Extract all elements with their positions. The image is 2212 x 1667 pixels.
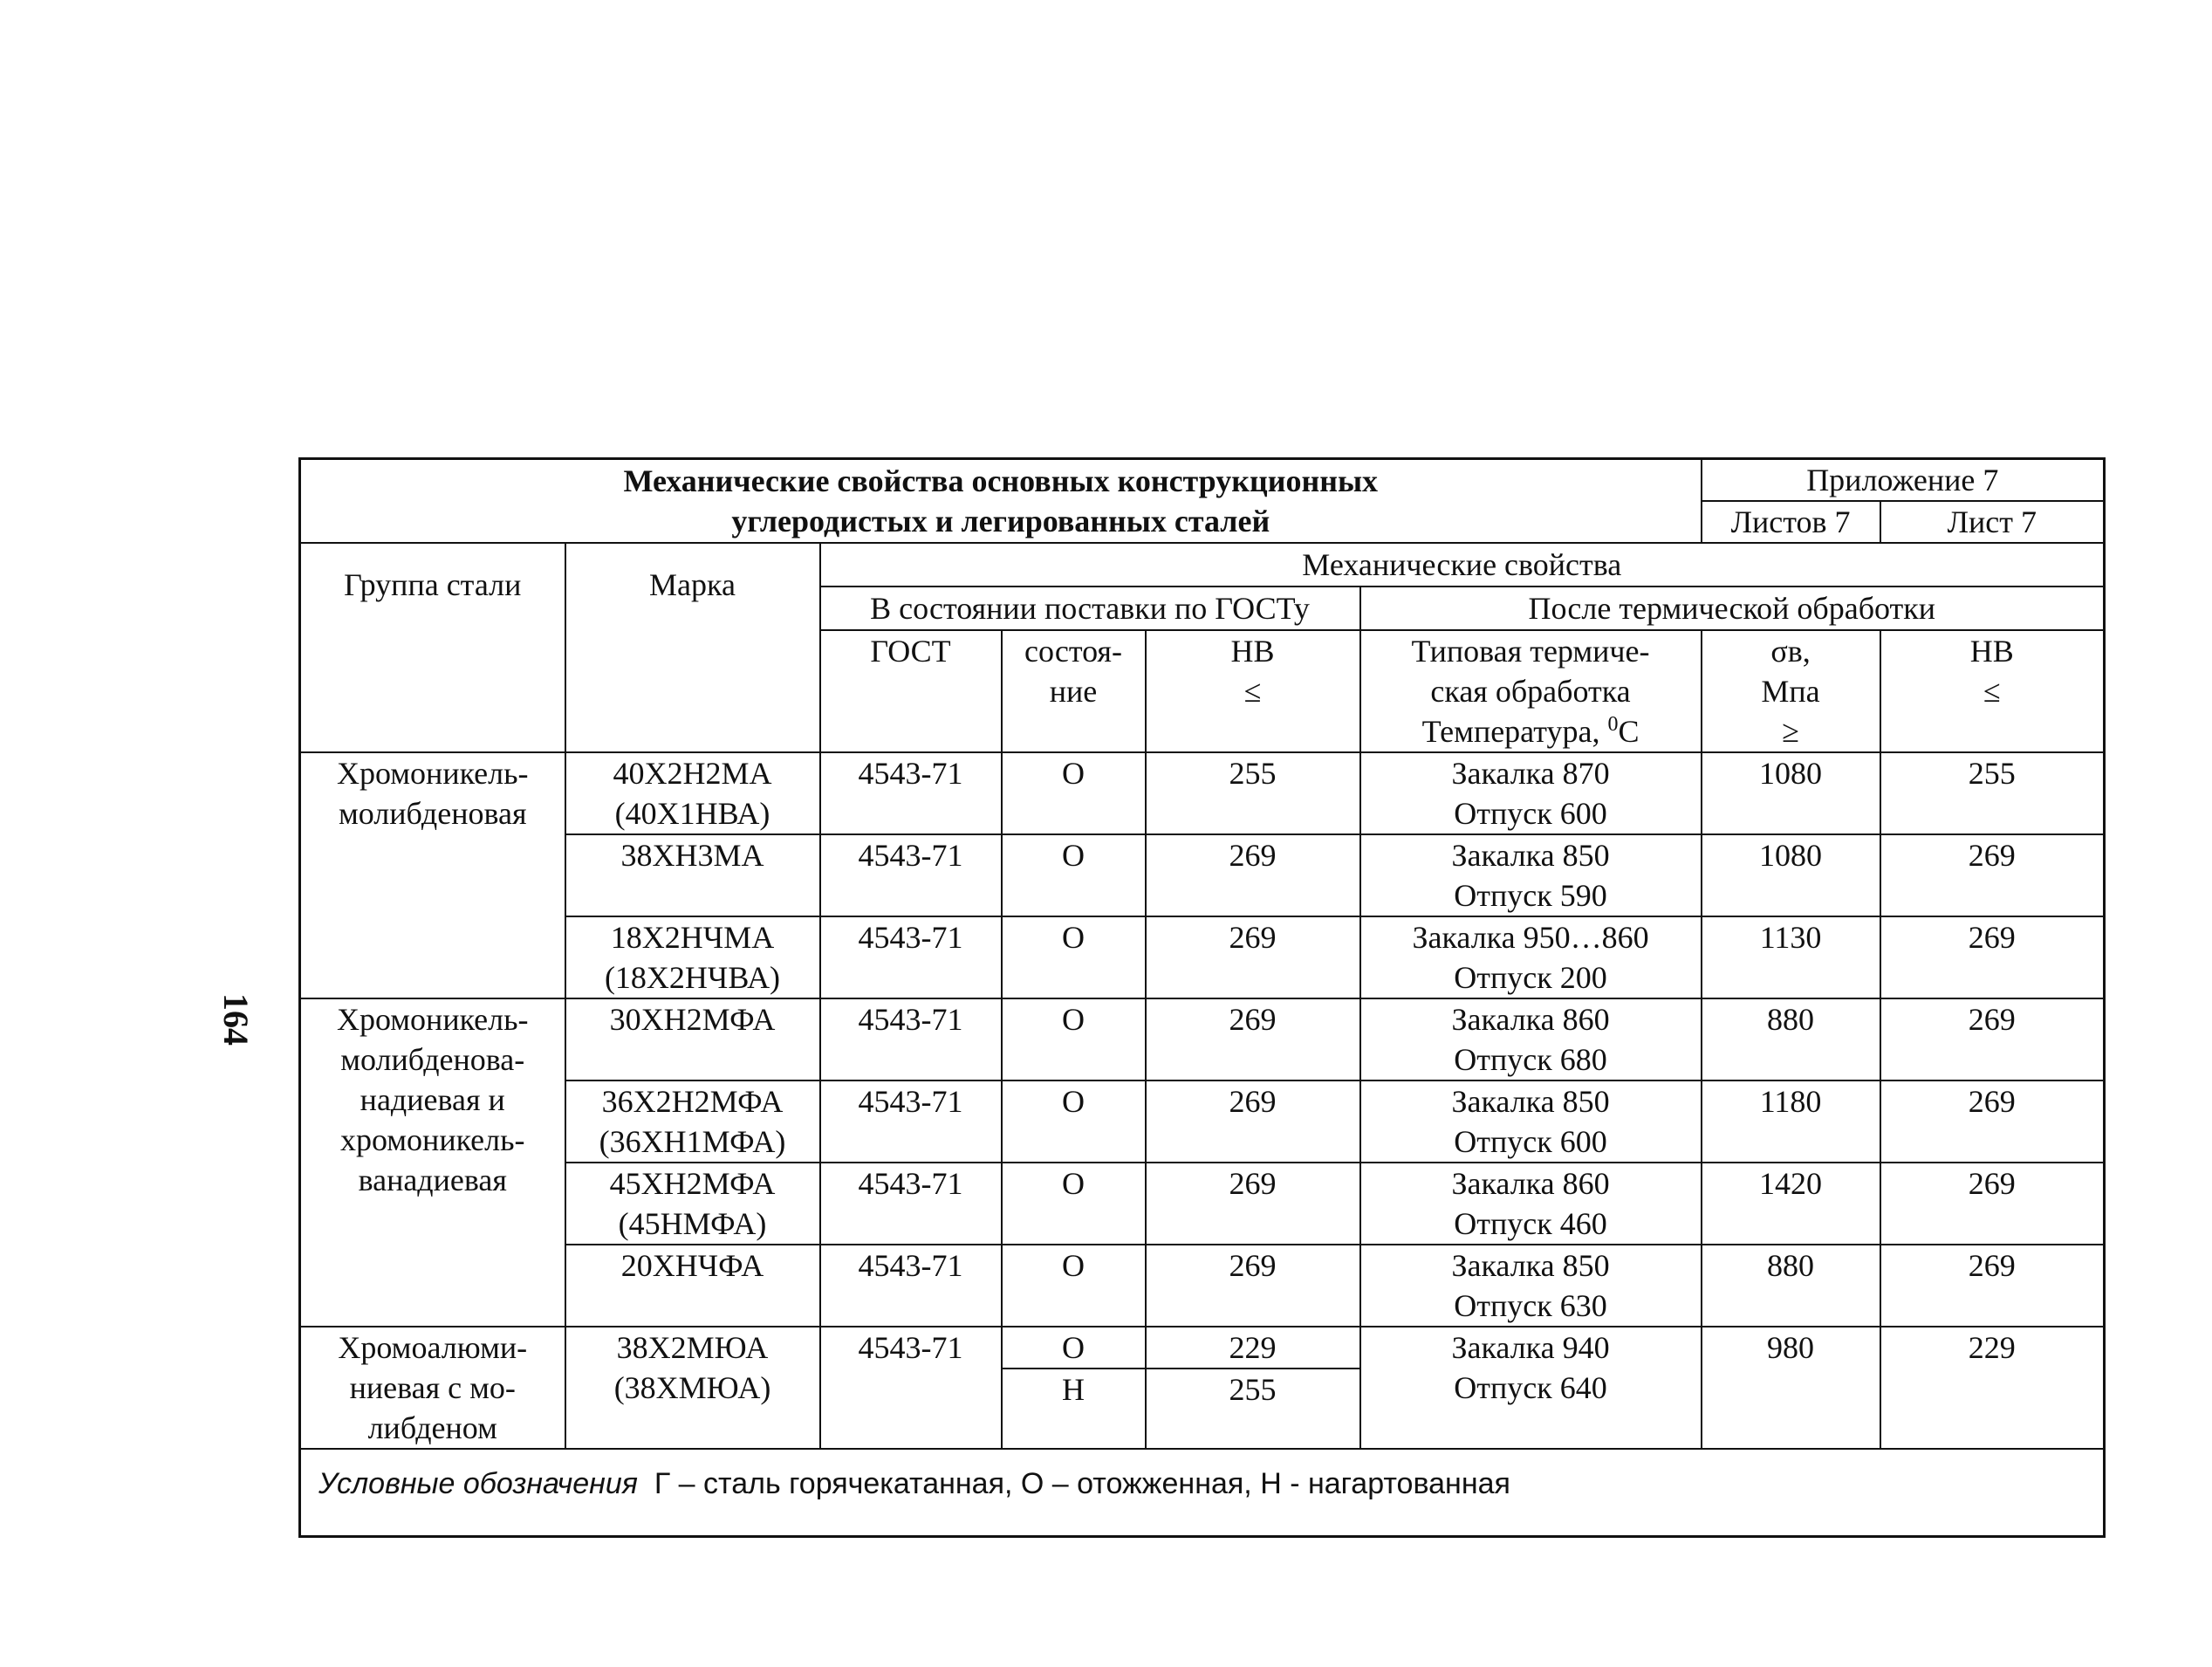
heat-treatment-line: Отпуск 460 — [1454, 1206, 1607, 1241]
state-value-1: О — [1003, 1327, 1145, 1369]
col-header-state — [1002, 630, 1146, 752]
heat-treatment-line: Закалка 860 — [1451, 1166, 1610, 1201]
col-header-hb-after-line2: ≤ — [1983, 674, 2001, 709]
grade-line: 38Х2МЮА — [616, 1330, 769, 1365]
col-header-after-heat: После термической обработки — [1360, 587, 2105, 630]
heat-treatment-line: Закалка 860 — [1451, 1002, 1610, 1037]
grade-cell — [565, 834, 820, 916]
col-header-group — [300, 543, 565, 752]
steel-group-line: Хромоникель- — [336, 1002, 529, 1037]
table-row — [300, 1245, 2105, 1327]
heat-treatment-cell — [1360, 1245, 1702, 1327]
grade-cell — [565, 916, 820, 998]
table-row — [300, 1163, 2105, 1245]
col-header-gost-label: ГОСТ — [870, 634, 951, 669]
gost-cell: 4543-71 — [820, 1080, 1002, 1163]
heat-treatment-line: Отпуск 600 — [1454, 796, 1607, 831]
grade-line: (45НМФА) — [618, 1206, 767, 1241]
heat-treatment-cell — [1360, 834, 1702, 916]
hb-after-cell: 269 — [1880, 1080, 2105, 1163]
heat-treatment-line: Отпуск 200 — [1454, 960, 1607, 995]
hb-after-cell: 269 — [1880, 1163, 2105, 1245]
hb-after-cell: 255 — [1880, 752, 2105, 834]
steel-group-cell — [300, 752, 565, 998]
sigma-cell: 1080 — [1702, 834, 1880, 916]
col-header-hb-after — [1880, 630, 2105, 752]
col-header-heat-line1: Типовая термиче- — [1411, 634, 1650, 669]
appendix-label: Приложение 7 — [1702, 459, 2105, 502]
title-line-1: Механические свойства основных конструкционных — [623, 463, 1379, 498]
hb-after-cell: 229 — [1880, 1327, 2105, 1449]
grade-line: 40Х2Н2МА — [613, 756, 772, 791]
degree-sup: 0 — [1607, 713, 1619, 736]
col-header-hb-line2: ≤ — [1243, 674, 1262, 709]
grade-cell — [565, 1327, 820, 1449]
steel-group-line: надиевая и — [360, 1082, 505, 1117]
hb-after-cell: 269 — [1880, 1245, 2105, 1327]
steel-group-line: либденом — [367, 1410, 497, 1445]
heat-treatment-line: Закалка 850 — [1451, 1248, 1610, 1283]
sheet-number: Лист 7 — [1880, 501, 2105, 543]
hb-cell: 269 — [1146, 1080, 1360, 1163]
table-row — [300, 1327, 2105, 1449]
gost-cell: 4543-71 — [820, 998, 1002, 1080]
grade-cell — [565, 1080, 820, 1163]
steel-properties-table — [298, 457, 2106, 1538]
hb-cell: 269 — [1146, 998, 1360, 1080]
sigma-cell: 1080 — [1702, 752, 1880, 834]
grade-line: 18Х2НЧМА — [610, 920, 775, 955]
hb-value-1: 229 — [1147, 1327, 1359, 1369]
title-line-2: углеродистых и легированных сталей — [731, 504, 1270, 539]
state-cell: О — [1002, 834, 1146, 916]
steel-group-line: Хромоникель- — [336, 756, 529, 791]
legend — [300, 1449, 2105, 1536]
hb-cell: 255 — [1146, 752, 1360, 834]
col-header-sigma-line3: ≥ — [1782, 714, 1799, 749]
grade-line: 30ХН2МФА — [609, 1002, 776, 1037]
grade-cell — [565, 998, 820, 1080]
heat-treatment-cell — [1360, 752, 1702, 834]
sigma-cell: 880 — [1702, 998, 1880, 1080]
heat-treatment-cell — [1360, 1080, 1702, 1163]
col-header-heat-line2: ская обработка — [1430, 674, 1631, 709]
hb-value-2: 255 — [1229, 1372, 1277, 1407]
heat-treatment-line: Отпуск 600 — [1454, 1124, 1607, 1159]
table-title — [300, 459, 1702, 544]
hb-after-cell: 269 — [1880, 916, 2105, 998]
sigma-cell: 1420 — [1702, 1163, 1880, 1245]
heat-treatment-line: Отпуск 630 — [1454, 1288, 1607, 1323]
state-cell: О — [1002, 1163, 1146, 1245]
legend-row — [300, 1449, 2105, 1536]
table-row — [300, 1080, 2105, 1163]
hb-cell: 269 — [1146, 1163, 1360, 1245]
col-header-state-line1: состоя- — [1024, 634, 1122, 669]
state-cell: О — [1002, 998, 1146, 1080]
table-row — [300, 834, 2105, 916]
grade-line: 38ХН3МА — [620, 838, 764, 873]
heat-treatment-cell — [1360, 1163, 1702, 1245]
sigma-cell: 980 — [1702, 1327, 1880, 1449]
col-header-hb-after-line1: НВ — [1969, 634, 2014, 669]
table-row — [300, 998, 2105, 1080]
sigma-cell: 1180 — [1702, 1080, 1880, 1163]
hb-cell: 269 — [1146, 916, 1360, 998]
hb-cell: 269 — [1146, 834, 1360, 916]
steel-group-cell — [300, 998, 565, 1327]
heat-treatment-cell — [1360, 998, 1702, 1080]
gost-cell: 4543-71 — [820, 1163, 1002, 1245]
gost-cell: 4543-71 — [820, 834, 1002, 916]
legend-text: Г – сталь горячекатанная, О – отожженная, Н - нагартованная — [654, 1467, 1510, 1500]
steel-group-line: ниевая с мо- — [349, 1370, 516, 1405]
heat-treatment-line: Закалка 940 — [1451, 1330, 1610, 1365]
legend-label: Условные обозначения — [318, 1467, 638, 1500]
col-header-sigma-line2: Мпа — [1761, 674, 1820, 709]
sigma-cell: 1130 — [1702, 916, 1880, 998]
col-header-grade-label: Марка — [649, 567, 736, 602]
grade-line: (18Х2НЧВА) — [604, 960, 781, 995]
grade-line: 45ХН2МФА — [609, 1166, 776, 1201]
heat-temp-label: Температура, — [1421, 714, 1608, 749]
col-header-delivery: В состоянии поставки по ГОСТу — [820, 587, 1360, 630]
heat-treatment-line: Закалка 850 — [1451, 1084, 1610, 1119]
steel-group-cell — [300, 1327, 565, 1449]
grade-line: (38ХМЮА) — [613, 1370, 771, 1405]
col-header-group-label: Группа стали — [344, 567, 522, 602]
col-header-sigma — [1702, 630, 1880, 752]
gost-cell: 4543-71 — [820, 752, 1002, 834]
col-header-sigma-line1: σв, — [1770, 634, 1811, 669]
heat-treatment-line: Отпуск 640 — [1454, 1370, 1607, 1405]
state-cell — [1002, 1327, 1146, 1449]
grade-line: (40Х1НВА) — [614, 796, 770, 831]
page-number: 164 — [216, 993, 256, 1046]
heat-treatment-cell — [1360, 916, 1702, 998]
steel-group-line: молибденова- — [340, 1042, 525, 1077]
hb-cell — [1146, 1327, 1360, 1449]
table-row — [300, 752, 2105, 834]
col-header-gost — [820, 630, 1002, 752]
heat-treatment-cell — [1360, 1327, 1702, 1449]
steel-group-line: молибденовая — [338, 796, 527, 831]
col-header-mech-props: Механические свойства — [820, 543, 2105, 587]
heat-treatment-line: Закалка 850 — [1451, 838, 1610, 873]
col-header-heat-line3 — [1361, 711, 1701, 751]
sheets-total: Листов 7 — [1702, 501, 1880, 543]
gost-cell: 4543-71 — [820, 916, 1002, 998]
state-cell: О — [1002, 1080, 1146, 1163]
hb-after-cell: 269 — [1880, 998, 2105, 1080]
hb-cell: 269 — [1146, 1245, 1360, 1327]
col-header-grade — [565, 543, 820, 752]
steel-group-line: Хромоалюми- — [338, 1330, 528, 1365]
heat-treatment-line: Закалка 870 — [1451, 756, 1610, 791]
state-cell: О — [1002, 752, 1146, 834]
state-split — [1003, 1327, 1145, 1410]
sigma-cell: 880 — [1702, 1245, 1880, 1327]
grade-line: 20ХНЧФА — [620, 1248, 764, 1283]
table-row — [300, 916, 2105, 998]
col-header-hb — [1146, 630, 1360, 752]
steel-group-line: хромоникель- — [339, 1122, 525, 1157]
col-header-heat-treatment — [1360, 630, 1702, 752]
gost-cell: 4543-71 — [820, 1245, 1002, 1327]
steel-group-line: ванадиевая — [358, 1163, 507, 1197]
legend-spacer — [638, 1467, 654, 1500]
grade-cell — [565, 752, 820, 834]
heat-treatment-line: Отпуск 590 — [1454, 878, 1607, 913]
celsius-label: С — [1618, 714, 1640, 749]
state-value-2: Н — [1062, 1372, 1085, 1407]
state-cell: О — [1002, 916, 1146, 998]
grade-cell — [565, 1163, 820, 1245]
grade-cell — [565, 1245, 820, 1327]
heat-treatment-line: Закалка 950…860 — [1412, 920, 1649, 955]
col-header-hb-line1: НВ — [1230, 634, 1275, 669]
grade-line: 36Х2Н2МФА — [601, 1084, 784, 1119]
hb-after-cell: 269 — [1880, 834, 2105, 916]
heat-treatment-line: Отпуск 680 — [1454, 1042, 1607, 1077]
col-header-state-line2: ние — [1049, 674, 1098, 709]
state-cell: О — [1002, 1245, 1146, 1327]
gost-cell: 4543-71 — [820, 1327, 1002, 1449]
grade-line: (36ХН1МФА) — [599, 1124, 786, 1159]
